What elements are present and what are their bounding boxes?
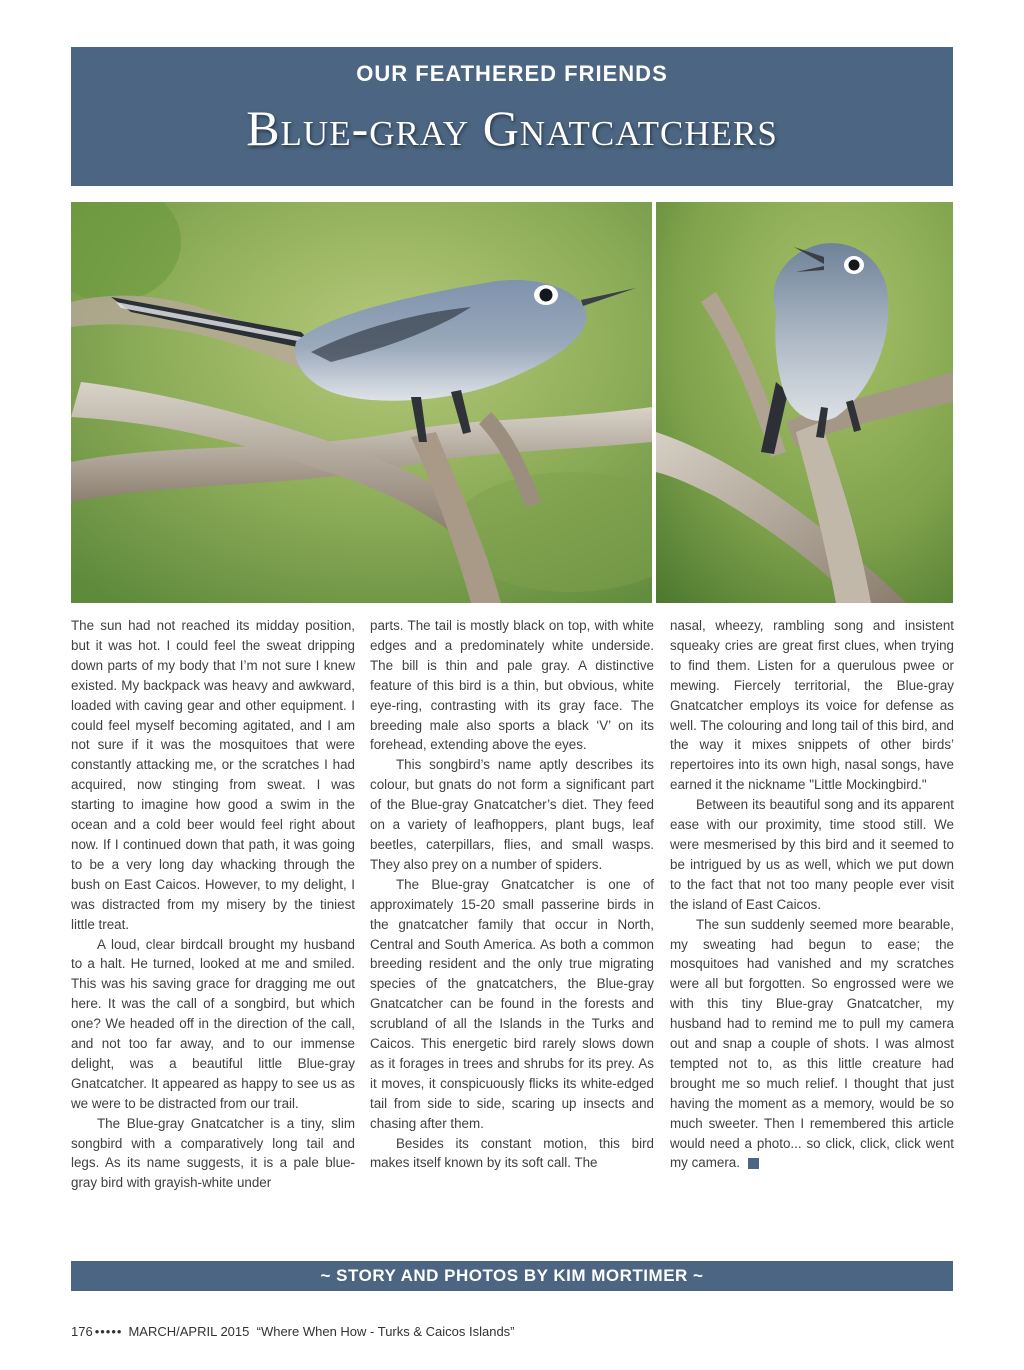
paragraph: The Blue-gray Gnatcatcher is a tiny, slim songbird with a comparatively long tail and legs. As its name suggests, it is a pale blue-gray bird with grayish-white under	[71, 1115, 355, 1191]
article-column-3	[670, 616, 954, 1173]
paragraph: A loud, clear birdcall brought my husband to a halt. He turned, looked at me and smiled. This was his saving grace for dragging me out here. It was the call of a songbird, but which one? We headed off in the direction of the call, and not too far away, and to our immense delight, was a beautiful little Blue-gray Gnatcatcher. It appeared as happy to see us as we were to be distracted from our trail.	[71, 936, 355, 1111]
section-kicker: OUR FEATHERED FRIENDS	[356, 61, 668, 86]
paragraph: The sun had not reached its midday position, but it was hot. I could feel the sweat dripping down parts of my body that I’m not sure I knew existed. My backpack was heavy and awkward, loaded with caving gear and other equipment. I could feel myself becoming agitated, and I am not sure if it was the mosquitoes that were constantly attacking me, or the scratches I had acquired, now stinging from sweat. I was starting to imagine how good a swim in the ocean and a cold beer would feel right about now. If I continued down that path, it was going to be a very long day whacking through the bush on East Caicos. However, to my delight, I was distracted from my misery by the tiniest little treat.	[71, 618, 355, 932]
end-mark-icon	[748, 1158, 759, 1169]
article-title: Blue-gray Gnatcatchers	[246, 100, 778, 156]
paragraph-text: The sun suddenly seemed more bearable, my sweating had begun to ease; the mosquitoes had vanished and my scratches were all but forgotten. So engrossed were we with this tiny Blue-gray Gnatcatcher, my husband had to remind me to pull my camera out and snap a couple of shots. I was almost tempted not to, as this little creature had brought me so much relief. I thought that just having the moment as a memory, would be so much sweeter. Then I remembered this article would need a photo... so click, click, click went my camera.	[670, 916, 954, 1171]
photo-gnatcatcher-side	[71, 202, 652, 603]
paragraph: Between its beautiful song and its apparent ease with our proximity, time stood still. We were mesmerised by this bird and it seemed to be intrigued by us as well, which we put down to the fact that not too many people ever visit the island of East Caicos.	[670, 797, 954, 912]
page-number: 176	[71, 1324, 93, 1339]
page-footer	[71, 1324, 515, 1339]
paragraph: Besides its constant motion, this bird makes itself known by its soft call. The	[370, 1135, 654, 1171]
paragraph: parts. The tail is mostly black on top, with white edges and a predominately white underside. The bill is thin and pale gray. A distinctive feature of this bird is a thin, but obvious, white eye-ring, contrasting with its gray face. The breeding male also sports a black ‘V’ on its forehead, extending above the eyes.	[370, 618, 654, 753]
gnatcatcher-perched-singing-icon	[656, 202, 953, 603]
paragraph: This songbird’s name aptly describes its colour, but gnats do not form a significant part of the Blue-gray Gnatcatcher’s diet. They feed on a variety of leafhoppers, plant bugs, leaf beetles, caterpillars, flies, and small wasps. They also prey on a number of spiders.	[370, 757, 654, 872]
paragraph: The Blue-gray Gnatcatcher is one of approximately 15-20 small passerine birds in the gnatcatcher family that occur in North, Central and South America. As both a common breeding resident and the only true migrating species of the gnatcatchers, the Blue-gray Gnatcatcher can be found in the forests and scrubland of all the Islands in the Turks and Caicos. This energetic bird rarely slows down as it forages in trees and shrubs for its prey. As it moves, it conspicuously flicks its white-edged tail from side to side, scaring up insects and chasing after them.	[370, 876, 654, 1131]
article-column-1	[71, 616, 355, 1193]
paragraph	[670, 915, 954, 1174]
publication-name: “Where When How - Turks & Caicos Islands”	[256, 1324, 515, 1339]
photo-gnatcatcher-singing	[656, 202, 953, 603]
byline-banner: ~ STORY AND PHOTOS BY KIM MORTIMER ~	[71, 1261, 953, 1291]
title-banner	[71, 47, 953, 186]
issue-date: MARCH/APRIL 2015	[128, 1324, 250, 1339]
footer-dots: •••••	[94, 1324, 123, 1339]
gnatcatcher-perched-side-view-icon	[71, 202, 652, 603]
article-column-2	[370, 616, 654, 1173]
paragraph: nasal, wheezy, rambling song and insistent squeaky cries are great first clues, when trying to find them. Listen for a querulous pwee or mewing. Fiercely territorial, the Blue-gray Gnatcatcher employs its voice for defense as well. The colouring and long tail of this bird, and the way it mixes snippets of other birds’ repertoires into its own high, nasal songs, have earned it the nickname "Little Mockingbird."	[670, 618, 954, 793]
